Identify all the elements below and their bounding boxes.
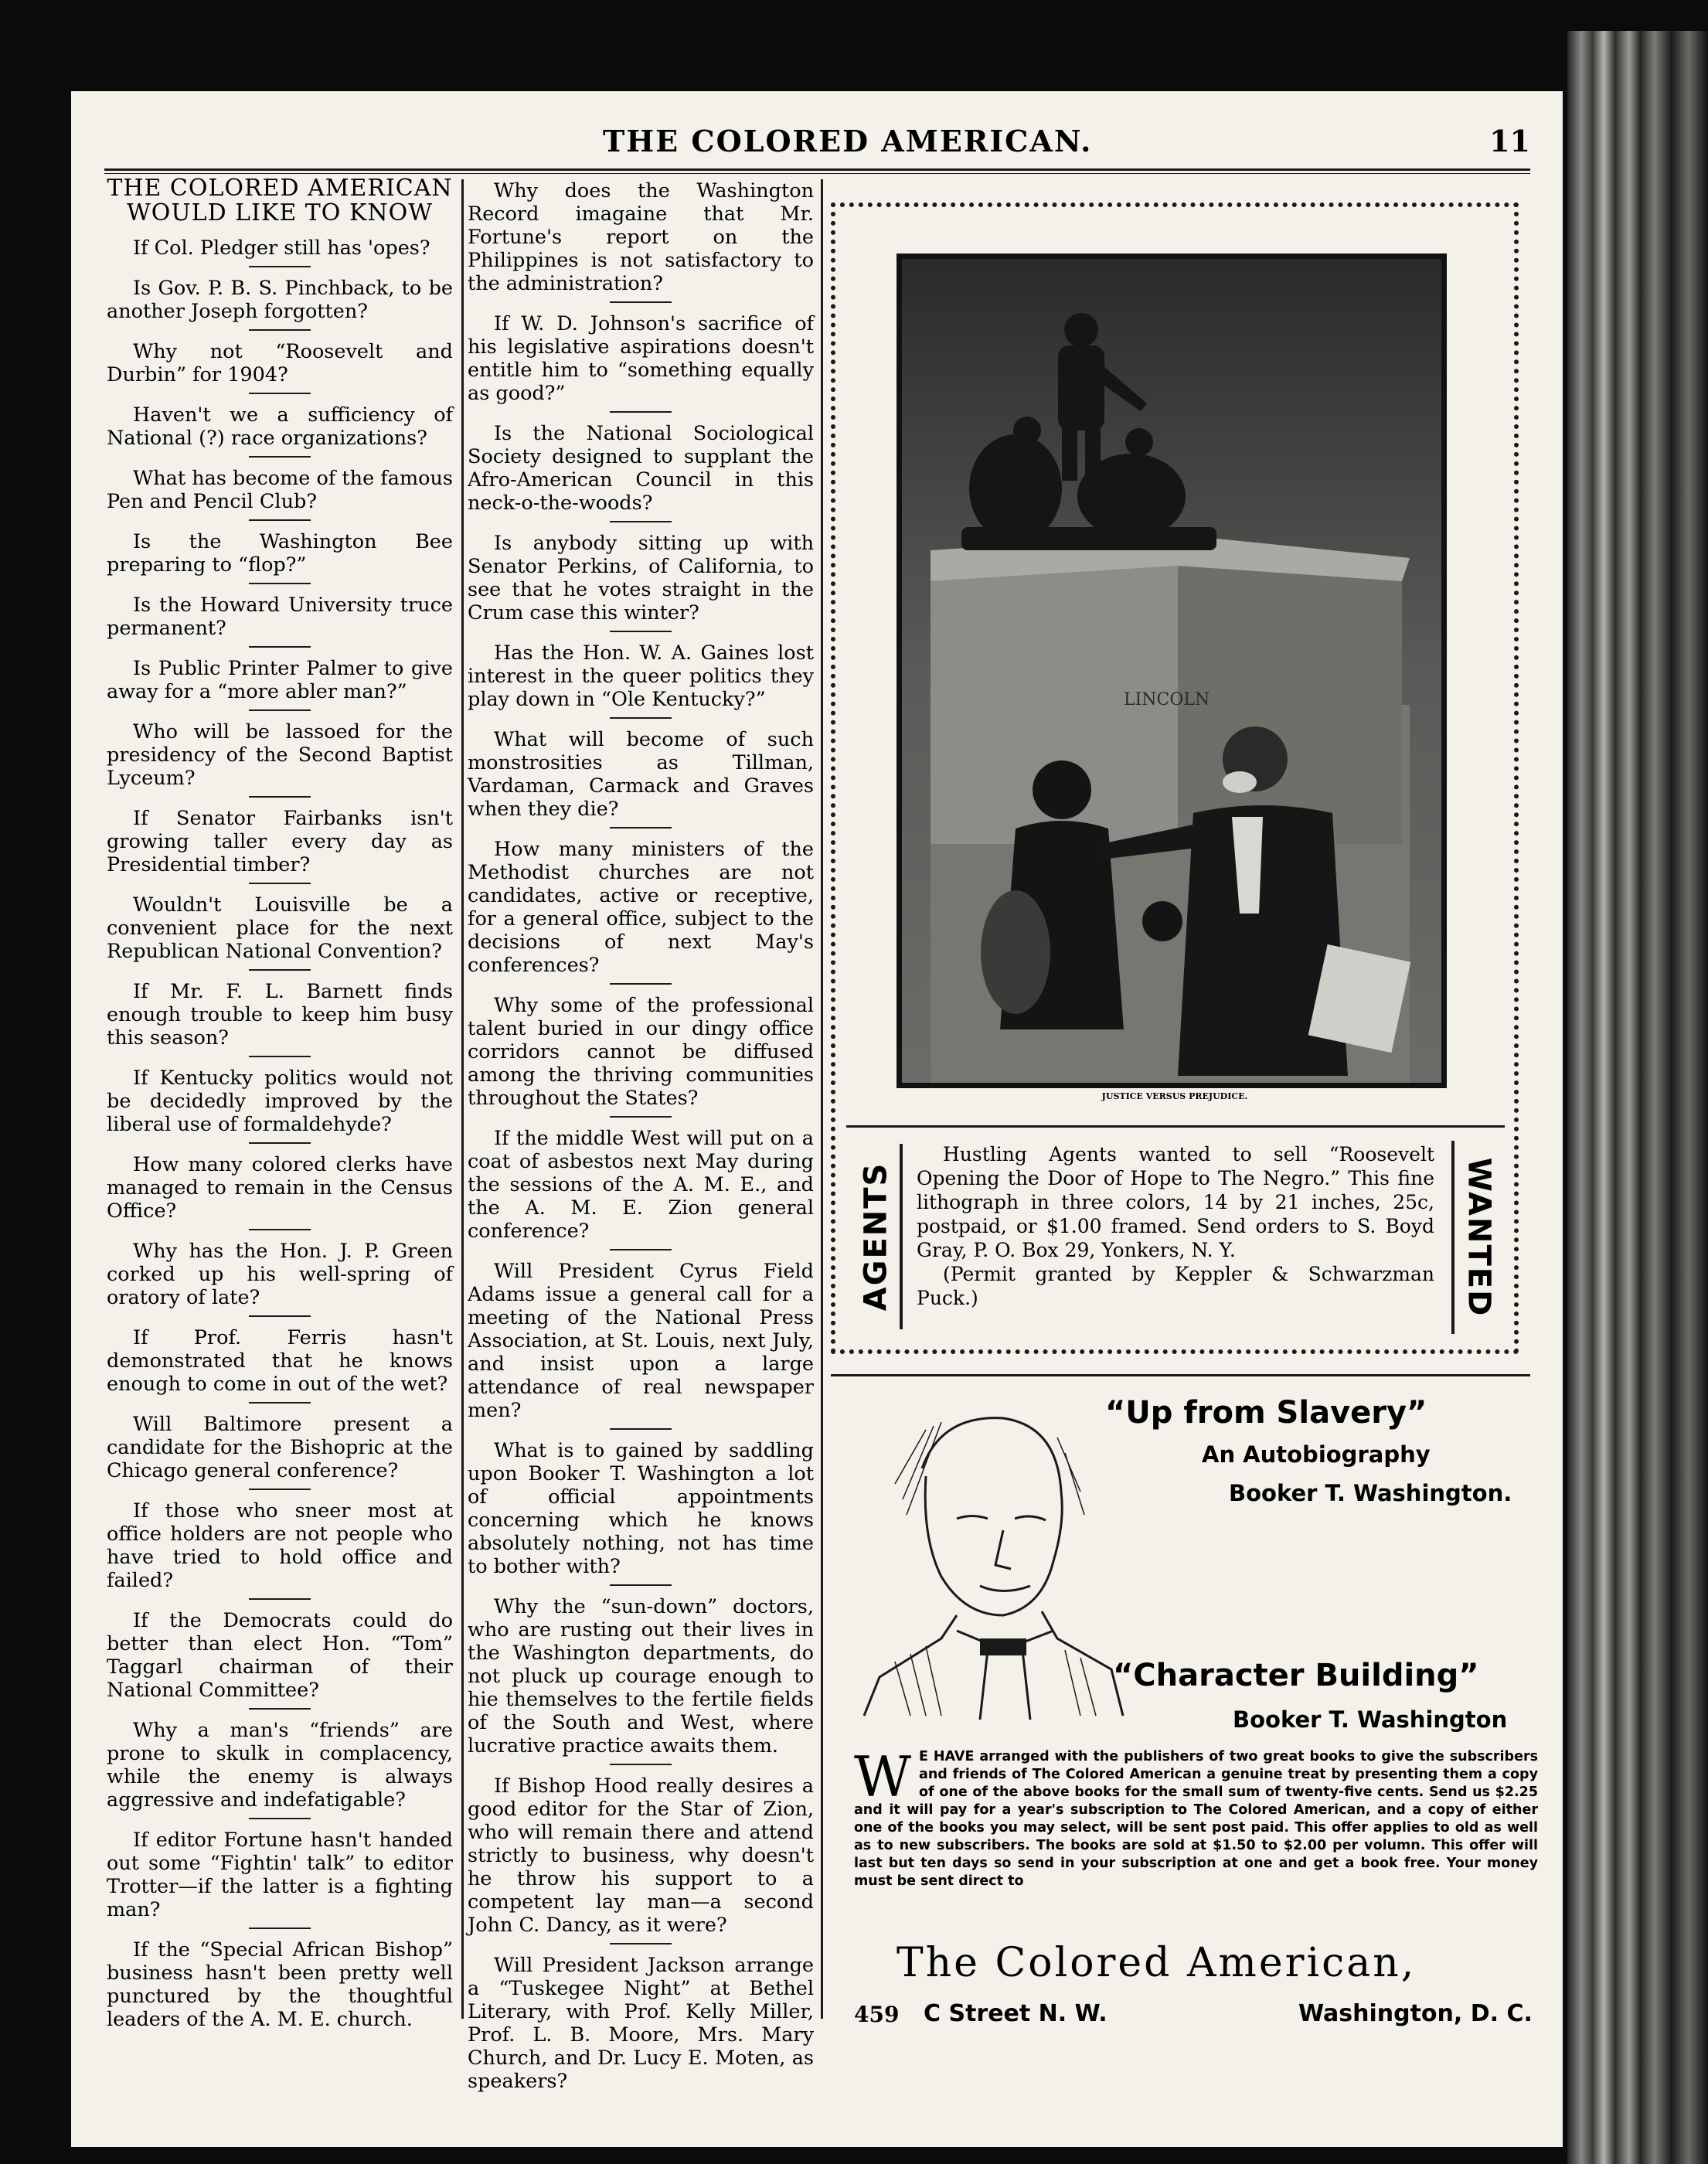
book2-author: Booker T. Washington [1233,1706,1508,1733]
column-heading-line1: THE COLORED AMERICAN [107,175,453,202]
question-separator [249,1598,311,1600]
portrait-engraving [849,1383,1127,1723]
question-item: If editor Fortune hasn't handed out some “Fightin' talk” to editor Trotter—if the latter is a fighting man? [107,1829,453,1921]
agents-ad-rule [846,1125,1505,1128]
book1-title: “Up from Slavery” [1105,1395,1427,1431]
question-separator [249,796,311,798]
question-item: How many ministers of the Methodist churches are not candidates, active or receptive, for a general office, subject to the decisions of next May's conferences? [468,838,814,977]
question-separator [249,266,311,267]
question-separator [249,1928,311,1929]
question-item: If Kentucky politics would not be decidedly improved by the liberal use of formaldehyde? [107,1067,453,1136]
question-item: If Prof. Ferris hasn't demonstrated that he knows enough to come in out of the wet? [107,1326,453,1396]
book1-subtitle: An Autobiography [1202,1441,1431,1468]
question-item: If Bishop Hood really desires a good editor for the Star of Zion, who will remain there and attend strictly to business, why doesn't he throw his support to a competent lay man—a second John C. Dancy, as it were? [468,1774,814,1937]
question-separator [610,1249,672,1250]
question-item: If the middle West will put on a coat of asbestos next May during the sessions of the A. M. E., and the A. M. E. Zion general conference? [468,1127,814,1243]
question-item: How many colored clerks have managed to remain in the Census Office? [107,1153,453,1223]
question-item: Is anybody sitting up with Senator Perkins, of California, to see that he votes straight in the Crum case this winter? [468,532,814,624]
newspaper-title: THE COLORED AMERICAN. [603,124,1093,158]
question-item: If Senator Fairbanks isn't growing taller every day as Presidential timber? [107,807,453,876]
question-item: If Mr. F. L. Barnett finds enough trouble to keep him busy this season? [107,980,453,1050]
agents-ad-text [917,1142,1434,1310]
question-item: What is to gained by saddling upon Booker T. Washington a lot of official appointments concerning which he knows absolutely nothing, not has time to bother with? [468,1439,814,1578]
question-separator [610,1584,672,1586]
question-item: Who will be lassoed for the presidency of the Second Baptist Lyceum? [107,720,453,790]
wanted-label: WANTED [1461,1157,1497,1318]
question-item: Will President Cyrus Field Adams issue a general call for a meeting of the National Press Association, at St. Louis, next July, and insist upon a large attendance of real newspaper men? [468,1260,814,1422]
booker-washington-portrait [849,1383,1127,1723]
question-separator [249,1315,311,1317]
question-item: If the “Special African Bishop” business hasn't been pretty well punctured by the thoughtful leaders of the A. M. E. church. [107,1938,453,2031]
question-separator [610,1116,672,1118]
question-item: Will Baltimore present a candidate for the Bishopric at the Chicago general conference? [107,1413,453,1482]
question-separator [610,411,672,413]
question-item: Why has the Hon. J. P. Green corked up his well-spring of oratory of late? [107,1240,453,1309]
column-heading [107,176,453,226]
header-rule-thin [104,173,1530,174]
question-item: If those who sneer most at office holders are not people who have tried to hold office and failed? [107,1499,453,1592]
question-separator [249,646,311,648]
address-number: 459 [854,2002,900,2027]
question-item: Why not “Roosevelt and Durbin” for 1904? [107,340,453,386]
column-divider-1 [461,179,464,2019]
question-separator [610,1764,672,1765]
question-item: If Col. Pledger still has 'opes? [133,236,430,260]
publisher-name: The Colored American, [897,1940,1417,1986]
book-binding-edge [1567,31,1708,2164]
question-item: If W. D. Johnson's sacrifice of his legislative aspirations doesn't entitle him to “something equally as good?” [468,312,814,405]
question-item: If the Democrats could do better than elect Hon. “Tom” Taggarl chairman of their National Committee? [107,1609,453,1702]
question-separator [610,827,672,829]
question-separator [610,983,672,985]
book1-author: Booker T. Washington. [1229,1480,1512,1506]
offer-dropcap: W [854,1744,912,1809]
column-questions-2 [468,179,814,2099]
question-separator [249,456,311,458]
question-item: Is the National Sociological Society designed to supplant the Afro-American Council in this neck-o-the-woods? [468,422,814,515]
question-separator [249,1818,311,1819]
question-item: What has become of the famous Pen and Pencil Club? [107,467,453,513]
question-item: What will become of such monstrosities as Tillman, Vardaman, Carmack and Graves when they die? [468,728,814,821]
statue-scene-drawing [900,257,1444,1085]
agents-ad-note: (Permit granted by Keppler & Schwarzman Puck.) [917,1263,1434,1309]
question-separator [249,1402,311,1404]
pedestal-inscription: LINCOLN [1124,690,1210,709]
agents-ad-body: Hustling Agents wanted to sell “Roosevelt Opening the Door of Hope to The Negro.” This fine lithograph in three colors, 14 by 21 inches, 25c, postpaid, or $1.00 framed. Send orders to S. Boyd Gray, P. O. Box 29, Yonkers, N. Y. [917,1143,1434,1261]
question-item: Haven't we a sufficiency of National (?) race organizations? [107,403,453,450]
column-heading-line2: WOULD LIKE TO KNOW [126,199,434,226]
question-item: Why the “sun-down” doctors, who are rusting out their lives in the Washington departments, do not pluck up courage enough to hie themselves to the fertile fields of the South and West, where lucrative practice awaits them. [468,1595,814,1757]
question-separator [610,1428,672,1430]
question-separator [249,1056,311,1057]
question-item: Is Public Printer Palmer to give away for a “more abler man?” [107,657,453,703]
agents-label: AGENTS [858,1162,893,1312]
offer-body: E HAVE arranged with the publishers of two great books to give the subscribers and friends of The Colored American a genuine treat by presenting them a copy of one of the above books for the small sum of twenty-five cents. Send us $2.25 and it will pay for a year's subscription to The Colored American, and a copy of either one of the books you may select, will be sent post paid. This offer applies to old as well as to new subscribers. The books are sold at $1.50 to $2.00 per volumn. This offer will last but ten days so send in your subscription at one and get a book free. Your money must be sent direct to [854,1749,1538,1889]
question-separator [610,631,672,632]
question-item: Why some of the professional talent buried in our dingy office corridors cannot be diffused among the thriving communities throughout the States? [468,994,814,1110]
book-offer-text [854,1744,1538,1890]
question-separator [249,1229,311,1230]
address-street: C Street N. W. [924,2000,1107,2027]
question-separator [249,583,311,584]
question-item: Is the Howard University truce permanent? [107,594,453,640]
question-separator [610,521,672,522]
question-item: Wouldn't Louisville be a convenient place for the next Republican National Convention? [107,893,453,963]
question-separator [610,1943,672,1945]
lithograph-illustration [897,253,1447,1088]
question-separator [249,1489,311,1490]
question-item: Why a man's “friends” are prone to skulk in complacency, while the enemy is always aggressive and indefatigable? [107,1719,453,1812]
book2-title: “Character Building” [1113,1658,1479,1693]
question-separator [249,969,311,971]
question-item: Why does the Washington Record imagaine that Mr. Fortune's report on the Philippines is not satisfactory to the administration? [468,179,814,295]
question-separator [249,1708,311,1710]
address-city: Washington, D. C. [1298,2000,1533,2027]
header-rule [104,168,1530,171]
question-separator [249,519,311,521]
question-separator [610,717,672,719]
agents-label-block [852,1144,903,1329]
question-separator [249,709,311,711]
wanted-label-block [1451,1141,1502,1334]
question-separator [249,329,311,331]
column-divider-2 [821,179,823,2019]
question-item: Is the Washington Bee preparing to “flop?” [107,530,453,577]
page-header [70,124,1530,170]
column-questions-1 [107,176,453,2037]
question-item: Has the Hon. W. A. Gaines lost interest in the queer politics they play down in “Ole Kentucky?” [468,641,814,711]
book-ad-rule [831,1374,1530,1376]
question-separator [249,393,311,394]
question-item: Will President Jackson arrange a “Tuskegee Night” at Bethel Literary, with Prof. Kelly Miller, Prof. L. B. Moore, Mrs. Mary Church, and Dr. Lucy E. Moten, as speakers? [468,1954,814,2093]
question-separator [249,1142,311,1144]
page-number: 11 [1489,124,1530,158]
question-separator [249,883,311,884]
question-item: Is Gov. P. B. S. Pinchback, to be another Joseph forgotten? [107,277,453,323]
illustration-caption: JUSTICE VERSUS PREJUDICE. [1101,1091,1248,1101]
question-separator [610,301,672,303]
